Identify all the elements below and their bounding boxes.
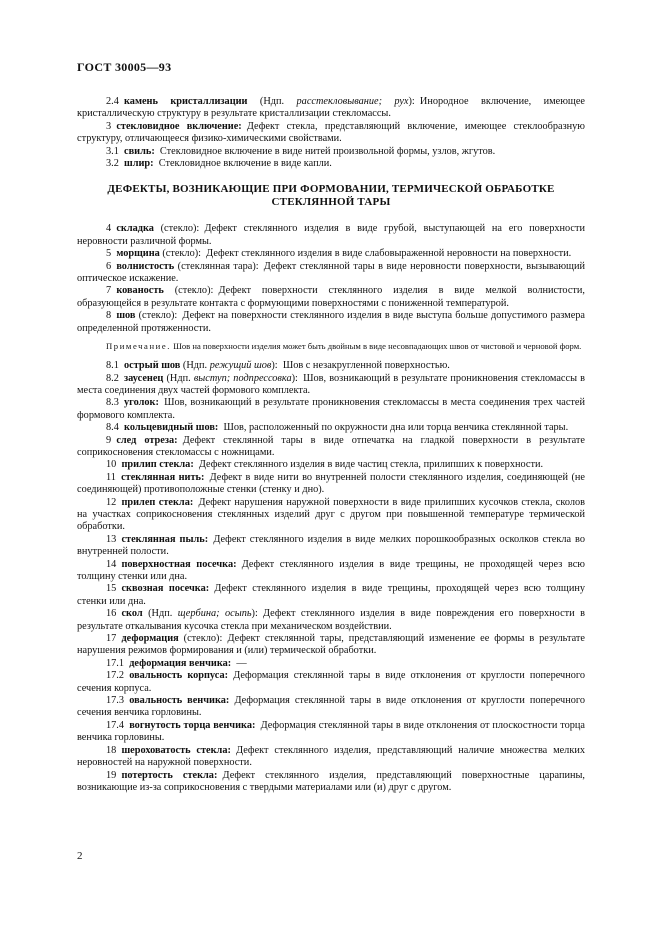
entry-number: 8.3 [106, 397, 119, 409]
entry-term: камень кристаллизации [124, 96, 248, 107]
entry-qualifier: (Ндп. [142, 608, 178, 620]
entry-term: кольцевидный шов: [124, 422, 219, 434]
entry-number: 17.1 [106, 657, 125, 669]
entry-definition: Дефект стеклянного изделия в виде трещины, проходящей через всю толщину стенки или дна. [77, 583, 586, 607]
entry-term: волнистость [116, 260, 175, 272]
term-entry [77, 360, 585, 372]
entry-qualifier-end: ): [291, 372, 298, 384]
term-entry [77, 373, 585, 398]
entry-number: 3.2 [106, 158, 119, 170]
entry-number: 6 [106, 260, 112, 272]
entry-number: 17.3 [106, 695, 125, 707]
entry-definition: Дефект поверхности стеклянного изделия в виде мелкой волнистости, образующейся в результате контакта с формующими поверхностями с пониженной температурой. [77, 285, 585, 309]
entry-number: 5 [106, 248, 112, 260]
entry-number: 11 [106, 471, 116, 483]
entry-definition: Стекловидное включение в виде нитей произвольной формы, узлов, жгутов. [159, 145, 496, 157]
entry-term: след отреза: [116, 434, 178, 446]
entry-term: овальность венчика: [129, 695, 230, 707]
entry-term: поверхностная посечка: [121, 558, 237, 570]
term-entry [77, 248, 585, 260]
entry-definition: Инородное включение, имеющее кристаллическую структуру в результате кристаллизации стекломассы. [77, 96, 586, 120]
entry-number: 18 [106, 744, 117, 756]
entry-qualifier: (Ндп. [180, 360, 210, 372]
entry-qualifier-end: ): [408, 96, 415, 107]
entry-definition: Дефект на поверхности стеклянного изделия в виде выступа больше допустимого размера определенной протяженности. [77, 310, 585, 334]
entry-qualifier: (Ндп. [247, 96, 297, 107]
entry-term: свиль: [124, 145, 155, 157]
entries-bottom [77, 360, 585, 794]
entry-qualifier: (стекло): [163, 285, 214, 297]
entry-number: 17.4 [106, 719, 125, 731]
term-entry [77, 435, 585, 460]
entry-term: потертость стекла: [121, 769, 218, 781]
entry-term: кованость [116, 285, 164, 297]
entry-term: стеклянная пыль: [121, 533, 209, 545]
section-heading: ДЕФЕКТЫ, ВОЗНИКАЮЩИЕ ПРИ ФОРМОВАНИИ, ТЕРМИЧЕСКОЙ ОБРАБОТКЕ СТЕКЛЯННОЙ ТАРЫ [107, 183, 555, 209]
entry-number: 2.4 [106, 96, 119, 107]
entry-term: деформация [121, 633, 179, 645]
term-entry [77, 459, 585, 471]
term-entry [77, 559, 585, 584]
entry-number: 17.2 [106, 670, 125, 682]
term-entry [77, 608, 585, 633]
entry-deprecated-term: выступ; подпрессовка [193, 372, 292, 384]
term-entry [77, 583, 585, 608]
entry-qualifier: (Ндп. [163, 372, 194, 384]
term-entry [77, 534, 585, 559]
note-text: Шов на поверхности изделия может быть двойным в виде несовпадающих швов от чистовой и черновой форм. [173, 341, 582, 352]
entry-definition: Дефект стеклянного изделия в виде частиц стекла, прилипших к поверхности. [198, 459, 544, 471]
entry-term: овальность корпуса: [129, 670, 229, 682]
entry-qualifier: (стекло): [178, 633, 223, 645]
entry-term: шов [116, 310, 136, 322]
term-entry [77, 261, 585, 286]
term-entry [77, 96, 585, 121]
entry-definition: Шов с незакругленной поверхностью. [282, 360, 450, 372]
entry-definition: Дефект стеклянного изделия в виде повреждения его поверхности в результате откалывания кусочка стекла при механическом воздействии. [77, 608, 585, 632]
entry-qualifier: (стекло): [135, 310, 178, 322]
note-paragraph [77, 341, 585, 352]
term-entry [77, 223, 585, 248]
entry-term: стекловидное включение: [116, 120, 242, 132]
entry-number: 12 [106, 496, 117, 508]
note-label: Примечание. [106, 341, 172, 352]
entry-definition: — [236, 657, 247, 669]
term-entry [77, 146, 585, 158]
term-entry [77, 658, 585, 670]
term-entry [77, 745, 585, 770]
entry-number: 8 [106, 310, 112, 322]
entry-definition: Дефект стеклянного изделия в виде мелких порошкообразных осколков стекла во внутренней полости. [77, 533, 585, 558]
entry-definition: Дефект стекла, представляющий включение, имеющее стеклообразную структуру, отличающееся физико-химическими свойствами. [77, 120, 586, 145]
term-entry [77, 422, 585, 434]
entry-number: 19 [106, 769, 117, 781]
entry-term: шероховатость стекла: [121, 744, 231, 756]
term-entry [77, 121, 585, 146]
entry-definition: Деформация стеклянной тары в виде отклонения от круглости поперечного сечения венчика горловины. [77, 695, 585, 719]
entry-term: прилеп стекла: [121, 496, 194, 508]
entry-number: 8.4 [106, 422, 119, 434]
entry-term: сквозная посечка: [121, 583, 210, 595]
entry-definition: Дефект стеклянного изделия в виде трещины, не проходящей через всю толщину стенки или дна. [77, 558, 585, 582]
entry-term: заусенец [124, 372, 164, 384]
entry-term: уголок: [124, 397, 159, 409]
entries-top [77, 96, 585, 170]
entry-definition: Шов, возникающий в результате проникновения стекломассы в места соединения трех частей формового комплекта. [77, 397, 585, 421]
term-entry [77, 158, 585, 170]
entry-deprecated-term: расстекловывание; рух [296, 96, 409, 107]
entry-number: 9 [106, 434, 112, 446]
entry-term: вогнутость торца венчика: [129, 719, 256, 731]
entry-deprecated-term: режущий шов [209, 360, 272, 372]
entry-definition: Дефект стеклянной тары в виде отпечатка на гладкой поверхности в результате соприкосновения стекломассы с ножницами. [77, 434, 585, 458]
entry-deprecated-term: щербина; осыпь [177, 608, 252, 620]
entry-number: 13 [106, 533, 117, 545]
term-entry [77, 497, 585, 534]
entry-term: острый шов [124, 360, 181, 372]
entry-definition: Деформация стеклянной тары в виде отклонения от круглости поперечного сечения корпуса. [77, 670, 585, 694]
entry-definition: Дефект в виде нити во внутренней полости стеклянного изделия, соединяющей (не соединяющей) противоположные стенки (стенку и дно). [77, 471, 586, 496]
entries-mid [77, 223, 585, 335]
entry-definition: Дефект стеклянного изделия, представляющий наличие множества мелких неровностей на наружной поверхности. [77, 744, 585, 769]
entry-number: 10 [106, 459, 117, 471]
term-entry [77, 397, 585, 422]
term-entry [77, 770, 585, 795]
entry-number: 3.1 [106, 145, 119, 157]
entry-number: 15 [106, 583, 117, 595]
page-number: 2 [77, 850, 83, 862]
term-entry [77, 720, 585, 745]
entry-term: деформация венчика: [129, 657, 232, 669]
entry-qualifier: (стекло): [153, 223, 200, 235]
entry-definition: Дефект стеклянного изделия в виде слабовыраженной неровности на поверхности. [206, 248, 572, 260]
entry-number: 16 [106, 608, 117, 620]
entry-number: 7 [106, 285, 112, 297]
entry-number: 14 [106, 558, 117, 570]
entry-number: 4 [106, 223, 112, 235]
entry-number: 17 [106, 633, 117, 645]
entry-definition: Шов, расположенный по окружности дна или торца венчика стеклянной тары. [223, 422, 569, 434]
entry-term: складка [116, 223, 154, 235]
term-entry [77, 633, 585, 658]
term-entry [77, 310, 585, 335]
entry-qualifier: (стеклянная тара): [174, 260, 259, 272]
entry-qualifier: (стекло): [159, 248, 202, 260]
entry-definition: Шов, возникающий в результате проникновения стекломассы в места соединения двух частей формового комплекта. [77, 372, 585, 396]
term-entry [77, 285, 585, 310]
entry-term: прилип стекла: [121, 459, 194, 471]
entry-definition: Стекловидное включение в виде капли. [158, 158, 332, 170]
entry-term: стеклянная нить: [121, 471, 205, 483]
entry-definition: Деформация стеклянной тары в виде отклонения от плоскостности торца венчика горловины. [77, 719, 585, 744]
entry-number: 8.2 [106, 372, 119, 384]
document-body [77, 96, 585, 794]
entry-number: 3 [106, 120, 112, 132]
entry-term: шлир: [124, 158, 154, 170]
entry-qualifier-end: ): [251, 608, 258, 620]
term-entry [77, 670, 585, 695]
entry-qualifier-end: ): [271, 360, 278, 372]
entry-term: морщина [116, 248, 160, 260]
entry-definition: Дефект стеклянной тары, представляющий изменение ее формы в результате нарушения режимов формирования и (или) термической обработки. [77, 633, 585, 657]
entry-definition: Дефект стеклянного изделия, представляющий поверхностные царапины, возникающие из-за соприкосновения с твердыми материалами или (и) друг с другом. [77, 769, 585, 793]
entry-term: скол [121, 608, 143, 620]
term-entry [77, 472, 585, 497]
entry-number: 8.1 [106, 360, 119, 372]
entry-definition: Дефект стеклянного изделия в виде грубой, выступающей на его поверхности неровности различной формы. [77, 223, 585, 247]
document-id-header: ГОСТ 30005—93 [77, 60, 172, 74]
entry-definition: Дефект нарушения наружной поверхности в виде прилипших кусочков стекла, сколов на участках соприкосновения стеклянных изделий друг с другом при повышенной температуре термической обработки. [77, 496, 585, 533]
term-entry [77, 695, 585, 720]
entry-definition: Дефект стеклянной тары в виде неровности поверхности, вызывающий оптическое искажение. [77, 260, 585, 285]
